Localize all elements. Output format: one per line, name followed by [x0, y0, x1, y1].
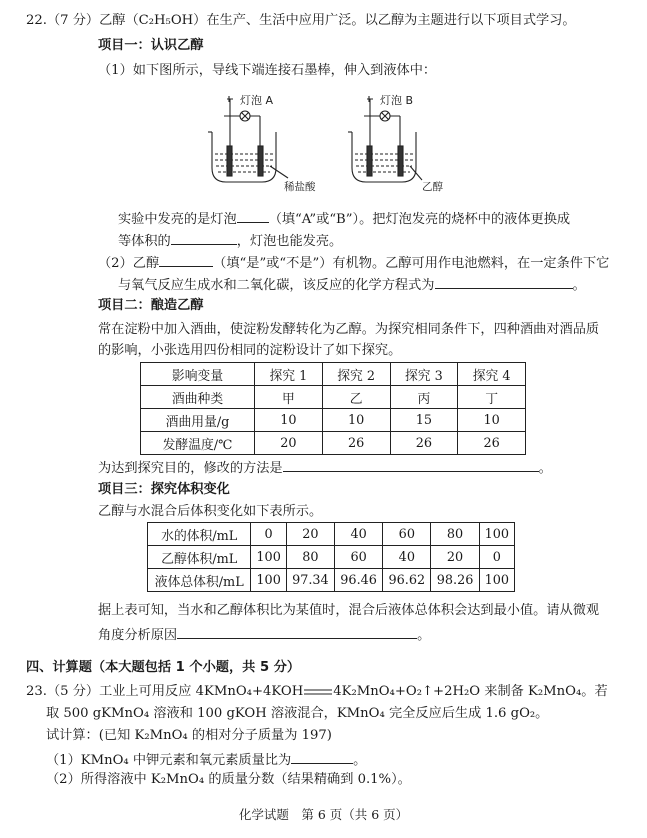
yeast-table-row-header: 酒曲用量/g [141, 409, 255, 432]
volume-table-cell: 0 [251, 523, 286, 546]
liquid-a-label: 稀盐酸 [284, 181, 316, 193]
q22-1-line2-text: 实验中发亮的是灯泡 [118, 212, 237, 227]
volume-table-cell: 100 [479, 523, 514, 546]
q22-1-line3-rest: ，灯泡也能发亮。 [236, 234, 343, 249]
volume-table-cell: 96.46 [335, 569, 383, 592]
method-end: 。 [538, 461, 552, 476]
yeast-table-row [141, 363, 526, 386]
volume-table-row-header: 水的体积/mL [148, 523, 251, 546]
yeast-table-cell: 探究 2 [322, 363, 390, 386]
q22-1-line2 [118, 209, 570, 228]
circuit-figure [200, 88, 490, 198]
volume-table-cell: 0 [479, 546, 514, 569]
q22-2-line2 [118, 275, 586, 294]
volume-table-cell: 60 [335, 546, 383, 569]
volume-table-cell: 20 [431, 546, 479, 569]
q22-2-end: 。 [572, 278, 586, 293]
reason-text: 角度分析原因 [98, 628, 178, 643]
volume-table-cell: 100 [251, 546, 286, 569]
volume-table-cell: 40 [383, 546, 431, 569]
yeast-table-cell: 探究 1 [255, 363, 323, 386]
lamp-a-label: 灯泡 A [240, 94, 274, 107]
yeast-table-cell: 20 [255, 432, 323, 455]
answer-blank[interactable] [237, 209, 269, 223]
q23-reactants: 23.（5 分）工业上可用反应 4KMnO₄+4KOH [26, 684, 304, 699]
project3-title: 项目三：探究体积变化 [98, 482, 230, 497]
section4-title: 四、计算题（本大题包括 1 个小题，共 5 分） [26, 660, 301, 675]
volume-table-row [148, 546, 515, 569]
yeast-table-cell: 26 [390, 432, 458, 455]
volume-table-row [148, 569, 515, 592]
answer-blank[interactable] [291, 750, 353, 764]
yeast-table-cell: 甲 [255, 386, 323, 409]
project2-para-line1: 常在淀粉中加入酒曲，使淀粉发酵转化为乙醇。为探究相同条件下，四种酒曲对酒品质 [98, 322, 600, 337]
yeast-table-cell: 探究 4 [458, 363, 526, 386]
project3-intro: 乙醇与水混合后体积变化如下表所示。 [98, 504, 323, 519]
volume-table-cell: 80 [286, 546, 334, 569]
project2-para-line2: 的影响，小张选用四份相同的淀粉设计了如下探究。 [98, 343, 402, 358]
q23-line2: 取 500 gKMnO₄ 溶液和 100 gKOH 溶液混合，KMnO₄ 完全反应后生成 1.6 gO₂。 [46, 706, 549, 721]
yeast-table-row-header: 酒曲种类 [141, 386, 255, 409]
yeast-table-row [141, 409, 526, 432]
lamp-b-label: 灯泡 B [380, 94, 414, 107]
yeast-table-cell: 26 [458, 432, 526, 455]
yeast-table-row-header: 影响变量 [141, 363, 255, 386]
q22-1-line3-text: 等体积的 [118, 234, 171, 249]
volume-table [147, 522, 515, 592]
q22-2-text: （2）乙醇 [98, 256, 160, 271]
project3-line3 [98, 625, 430, 644]
answer-blank[interactable] [171, 231, 237, 245]
volume-table-row-header: 液体总体积/mL [148, 569, 251, 592]
page-footer: 化学试题 第 6 页（共 6 页） [238, 807, 409, 822]
q23-line1 [26, 684, 608, 700]
q23-products: 4K₂MnO₄+O₂↑+2H₂O 来制备 K₂MnO₄。若 [333, 684, 608, 699]
yeast-experiment-table [140, 362, 526, 455]
yeast-table-cell: 乙 [322, 386, 390, 409]
q22-intro: 22.（7 分）乙醇（C₂H₅OH）在生产、生活中应用广泛。以乙醇为主题进行以下项目式学习。 [26, 13, 576, 28]
q22-2-line2-text: 与氧气反应生成水和二氧化碳，该反应的化学方程式为 [118, 278, 435, 293]
q22-2-rest: （填“是”或“不是”）有机物。乙醇可用作电池燃料，在一定条件下它 [213, 256, 610, 271]
q23-1-end: 。 [353, 753, 367, 768]
q22-1-line2-rest: （填“A”或“B”）。把灯泡发亮的烧杯中的液体更换成 [268, 212, 571, 227]
answer-blank[interactable] [283, 458, 539, 472]
volume-table-cell: 97.34 [286, 569, 334, 592]
yeast-table-cell: 10 [255, 409, 323, 432]
yeast-table-cell: 15 [390, 409, 458, 432]
yeast-table-cell: 10 [458, 409, 526, 432]
project1-title: 项目一：认识乙醇 [98, 38, 204, 53]
q23-1 [46, 750, 366, 769]
volume-table-cell: 20 [286, 523, 334, 546]
volume-table-row [148, 523, 515, 546]
volume-table-cell: 80 [431, 523, 479, 546]
volume-table-cell: 100 [251, 569, 286, 592]
answer-blank[interactable] [435, 275, 573, 289]
yeast-table-row [141, 386, 526, 409]
answer-blank[interactable] [159, 253, 213, 267]
yeast-table-row-header: 发酵温度/℃ [141, 432, 255, 455]
volume-table-cell: 40 [335, 523, 383, 546]
yeast-table-cell: 丙 [390, 386, 458, 409]
yeast-table-row [141, 432, 526, 455]
method-text: 为达到探究目的，修改的方法是 [98, 461, 283, 476]
yeast-table-cell: 26 [322, 432, 390, 455]
equals-sign-icon [303, 688, 333, 696]
volume-table-row-header: 乙醇体积/mL [148, 546, 251, 569]
q22-2-line1 [98, 253, 609, 272]
volume-table-cell: 96.62 [383, 569, 431, 592]
yeast-table-cell: 10 [322, 409, 390, 432]
q23-2: （2）所得溶液中 K₂MnO₄ 的质量分数（结果精确到 0.1%）。 [46, 772, 411, 787]
q22-1-prompt: （1）如下图所示，导线下端连接石墨棒，伸入到液体中： [98, 63, 437, 78]
project3-line2: 据上表可知，当水和乙醇体积比为某值时，混合后液体总体积会达到最小值。请从微观 [98, 603, 600, 618]
q23-line3: 试计算：(已知 K₂MnO₄ 的相对分子质量为 197) [46, 728, 332, 743]
project2-method-line [98, 458, 552, 477]
project2-title: 项目二：酿造乙醇 [98, 298, 204, 313]
volume-table-cell: 98.26 [431, 569, 479, 592]
yeast-table-cell: 探究 3 [390, 363, 458, 386]
yeast-table-cell: 丁 [458, 386, 526, 409]
reason-end: 。 [417, 628, 431, 643]
q23-1-text: （1）KMnO₄ 中钾元素和氧元素质量比为 [46, 753, 292, 768]
answer-blank[interactable] [177, 625, 417, 639]
volume-table-cell: 100 [479, 569, 514, 592]
liquid-b-label: 乙醇 [422, 181, 443, 193]
volume-table-cell: 60 [383, 523, 431, 546]
q22-1-line3 [118, 231, 342, 250]
